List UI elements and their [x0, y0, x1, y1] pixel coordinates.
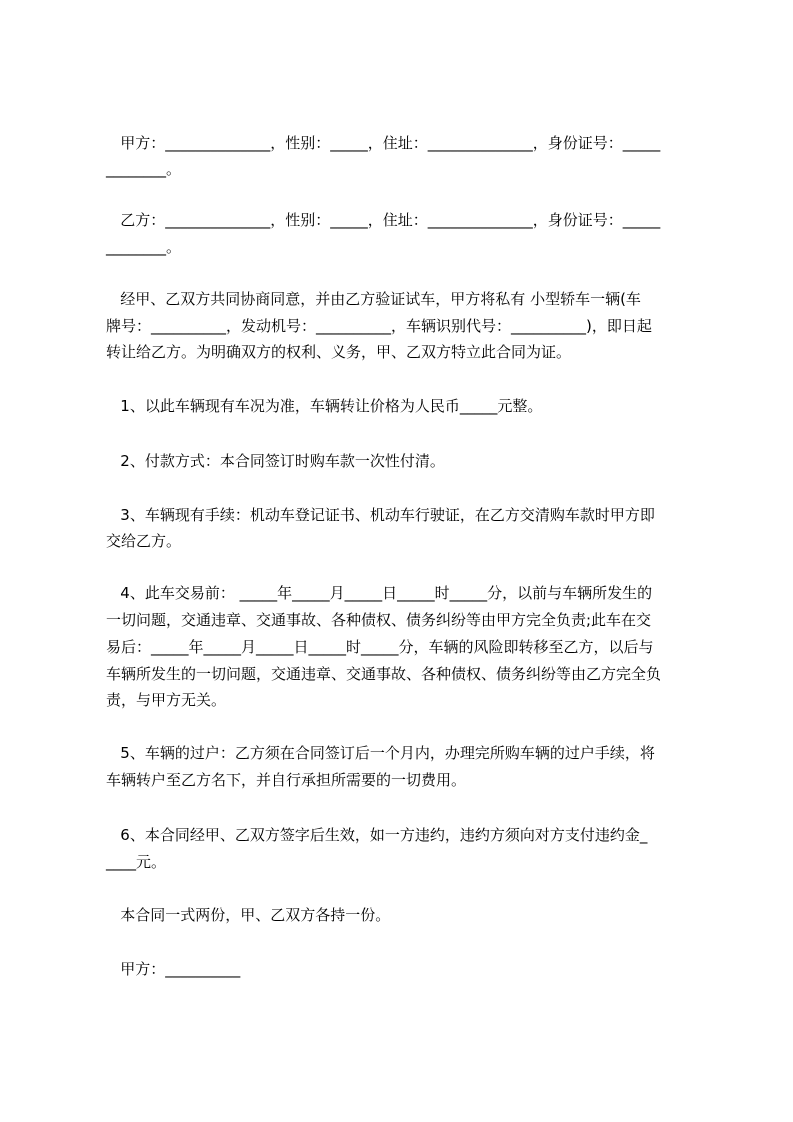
text-line-intro-3: 转让给乙方。为明确双方的权利、义务，甲、乙双方特立此合同为证。 [106, 343, 572, 361]
text-line-clause-4-e: 责，与甲方无关。 [106, 691, 227, 709]
text-line-party-b: 乙方：______________，性别：_____，住址：______________，身份证号：_____ [106, 211, 661, 229]
text-line-copies: 本合同一式两份，甲、乙双方各持一份。 [106, 906, 391, 924]
text-line-clause-1: 1、以此车辆现有车况为准，车辆转让价格为人民币_____元整。 [106, 397, 543, 415]
text-line-intro-2: 牌号：__________，发动机号：__________，车辆识别代号：__________)，即日起 [106, 317, 652, 335]
text-line-party-a: 甲方：______________，性别：_____，住址：______________，身份证号：_____ [106, 134, 661, 152]
text-line-clause-4-c: 易后：_____年_____月_____日_____时_____分，车辆的风险即转移至乙方，以后与 [106, 638, 654, 656]
text-line-party-b-cont: ________。 [106, 238, 182, 256]
text-line-clause-4: 4、此车交易前： _____年_____月_____日_____时_____分，以前与车辆所发生的 [106, 584, 653, 602]
text-line-clause-3: 3、车辆现有手续：机动车登记证书、机动车行驶证，在乙方交清购车款时甲方即 [106, 506, 655, 524]
text-line-clause-4-b: 一切问题，交通违章、交通事故、各种债权、债务纠纷等由甲方完全负责;此车在交 [106, 611, 652, 629]
text-line-signature-party-a: 甲方：__________ [106, 960, 241, 978]
text-line-party-a-cont: ________。 [106, 160, 182, 178]
text-line-clause-2: 2、付款方式：本合同签订时购车款一次性付清。 [106, 452, 445, 470]
text-line-clause-6-cont: ____元。 [106, 853, 167, 871]
text-line-clause-4-d: 车辆所发生的一切问题，交通违章、交通事故、各种债权、债务纠纷等由乙方完全负 [106, 665, 662, 683]
text-line-clause-6: 6、本合同经甲、乙双方签字后生效，如一方违约，违约方须向对方支付违约金_ [106, 826, 648, 844]
text-line-clause-3-cont: 交给乙方。 [106, 532, 182, 550]
text-line-clause-5: 5、车辆的过户：乙方须在合同签订后一个月内，办理完所购车辆的过户手续，将 [106, 744, 655, 762]
text-line-clause-5-cont: 车辆转户至乙方名下，并自行承担所需要的一切费用。 [106, 771, 467, 789]
text-line-intro-1: 经甲、乙双方共同协商同意，并由乙方验证试车，甲方将私有 小型轿车一辆(车 [106, 290, 641, 308]
